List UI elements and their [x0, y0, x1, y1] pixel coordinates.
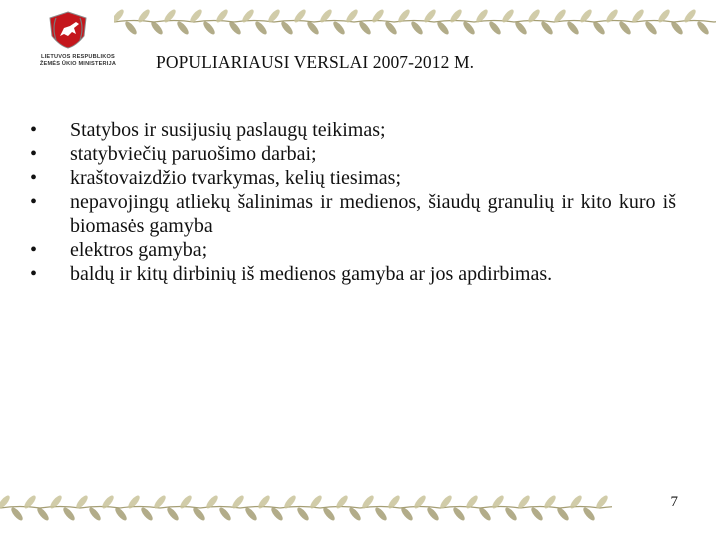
- laurel-leaf: [279, 20, 294, 36]
- laurel-leaf: [48, 494, 63, 510]
- list-item: [30, 118, 690, 142]
- laurel-leaf: [490, 494, 505, 510]
- laurel-leaf: [370, 8, 385, 24]
- laurel-leaf: [295, 506, 310, 522]
- bullet: •: [30, 239, 38, 261]
- bullet: •: [30, 143, 38, 165]
- ministry-name: [22, 54, 134, 67]
- laurel-leaf: [123, 20, 138, 36]
- list-item-text: kraštovaizdžio tvarkymas, kelių tiesimas;: [70, 167, 402, 189]
- laurel-leaf: [617, 20, 632, 36]
- laurel-leaf: [282, 494, 297, 510]
- laurel-leaf: [474, 8, 489, 24]
- list-item-text: baldų ir kitų dirbinių iš medienos gamyba ar jos apdirbimas.: [70, 263, 553, 285]
- bullet: •: [30, 167, 38, 189]
- page-number: 7: [670, 494, 678, 510]
- laurel-leaf: [682, 8, 697, 24]
- laurel-leaf: [526, 8, 541, 24]
- laurel-leaf: [669, 20, 684, 36]
- laurel-leaf: [435, 20, 450, 36]
- laurel-leaf: [357, 20, 372, 36]
- laurel-leaf: [321, 506, 336, 522]
- laurel-leaf: [126, 494, 141, 510]
- laurel-leaf: [373, 506, 388, 522]
- laurel-leaf: [513, 20, 528, 36]
- laurel-leaf: [529, 506, 544, 522]
- laurel-leaf: [175, 20, 190, 36]
- laurel-leaf: [204, 494, 219, 510]
- bullet: •: [30, 263, 38, 285]
- laurel-leaf: [334, 494, 349, 510]
- laurel-leaf: [604, 8, 619, 24]
- laurel-leaf: [9, 506, 24, 522]
- bullet: •: [30, 119, 38, 141]
- laurel-leaf: [149, 20, 164, 36]
- laurel-leaf: [35, 506, 50, 522]
- laurel-leaf: [565, 20, 580, 36]
- laurel-leaf: [292, 8, 307, 24]
- laurel-leaf: [409, 20, 424, 36]
- ministry-name-line1: LIETUVOS RESPUBLIKOS: [41, 54, 115, 60]
- laurel-leaf: [256, 494, 271, 510]
- laurel-leaf: [139, 506, 154, 522]
- slide-title: POPULIARIAUSI VERSLAI 2007-2012 M.: [156, 52, 475, 72]
- list-item: [30, 262, 690, 286]
- laurel-leaf: [591, 20, 606, 36]
- laurel-leaf: [581, 506, 596, 522]
- list-item: [30, 142, 690, 166]
- laurel-leaf: [477, 506, 492, 522]
- laurel-leaf: [162, 8, 177, 24]
- laurel-border-bottom: [0, 492, 612, 524]
- laurel-leaf: [555, 506, 570, 522]
- laurel-leaf: [240, 8, 255, 24]
- laurel-leaf: [178, 494, 193, 510]
- list-item-text: statybviečių paruošimo darbai;: [70, 143, 317, 165]
- laurel-leaf: [165, 506, 180, 522]
- laurel-leaf: [448, 8, 463, 24]
- ministry-name-line2: ŽEMĖS ŪKIO MINISTERIJA: [39, 60, 117, 67]
- laurel-leaf: [318, 8, 333, 24]
- laurel-leaf: [87, 506, 102, 522]
- list-item: [30, 238, 690, 262]
- list-item-text: Statybos ir susijusių paslaugų teikimas;: [70, 119, 386, 141]
- list-item: [30, 166, 690, 190]
- list-item-text: nepavojingų atliekų šalinimas ir medienos, šiaudų granulių ir kito kuro iš biomasės gamyba: [70, 191, 676, 237]
- bullet: •: [30, 191, 38, 213]
- laurel-leaf: [243, 506, 258, 522]
- business-list: [30, 118, 690, 286]
- laurel-leaf: [399, 506, 414, 522]
- laurel-leaf: [503, 506, 518, 522]
- laurel-leaf: [217, 506, 232, 522]
- laurel-leaf: [451, 506, 466, 522]
- list-item-text: elektros gamyba;: [70, 239, 208, 261]
- laurel-leaf: [643, 20, 658, 36]
- coat-of-arms-icon: [46, 10, 90, 50]
- laurel-leaf: [396, 8, 411, 24]
- laurel-leaf: [61, 506, 76, 522]
- list-item: [30, 190, 690, 238]
- laurel-leaf: [331, 20, 346, 36]
- laurel-leaf: [253, 20, 268, 36]
- laurel-leaf: [487, 20, 502, 36]
- laurel-leaf: [568, 494, 583, 510]
- laurel-border-top: [114, 4, 716, 40]
- laurel-leaf: [201, 20, 216, 36]
- laurel-leaf: [695, 20, 710, 36]
- laurel-leaf: [360, 494, 375, 510]
- laurel-leaf: [412, 494, 427, 510]
